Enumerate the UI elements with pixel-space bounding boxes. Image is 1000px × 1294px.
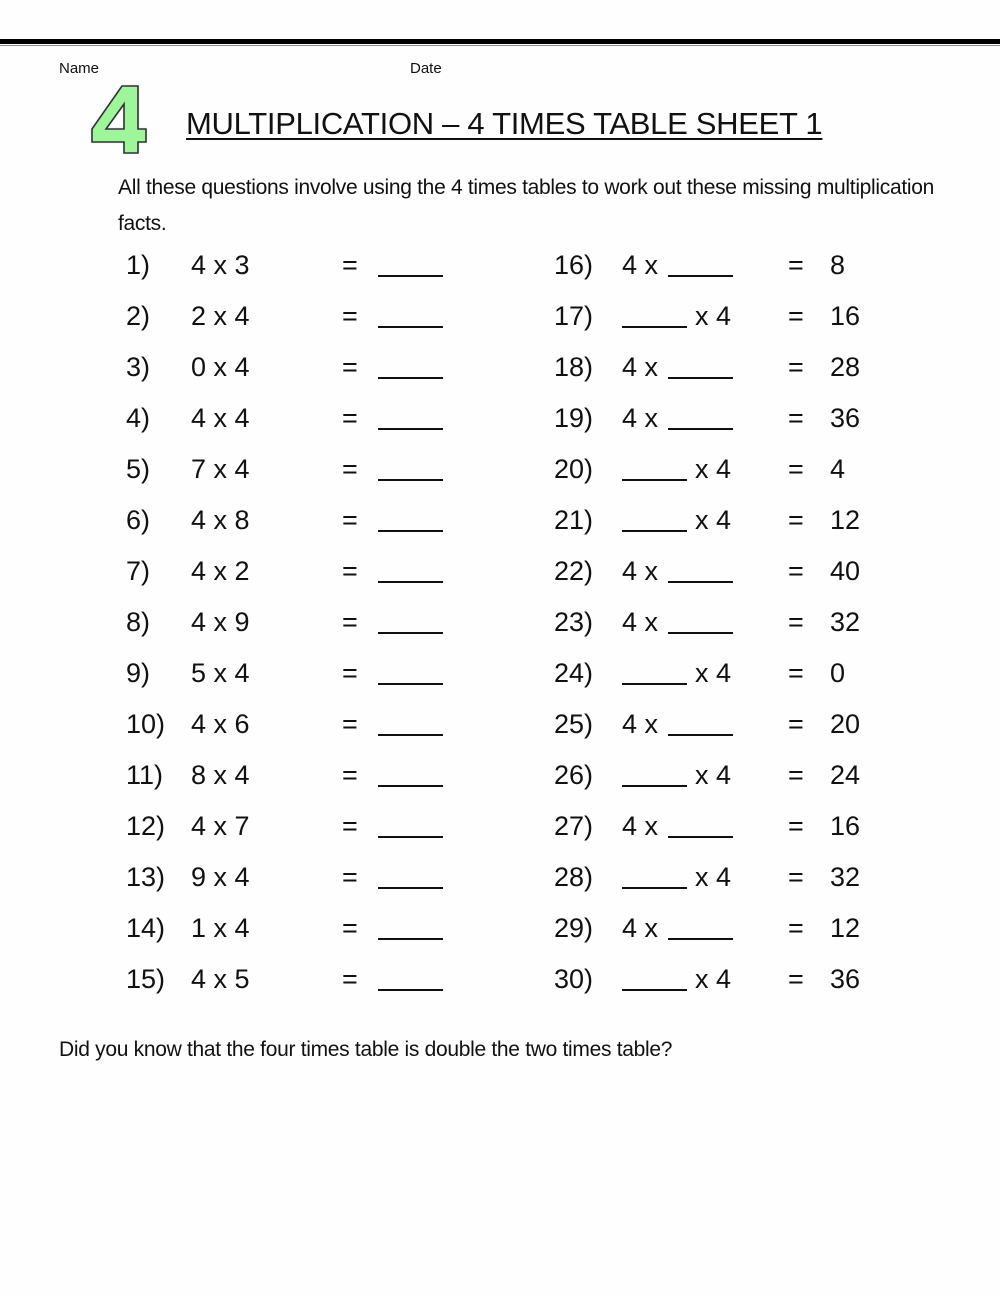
question-expression: 7 x 4: [191, 454, 250, 484]
answer-blank[interactable]: [378, 245, 443, 288]
equals-sign: =: [788, 505, 804, 535]
answer-blank[interactable]: [378, 857, 443, 900]
answer-blank[interactable]: [378, 500, 443, 543]
equals-sign: =: [342, 607, 358, 637]
equals-sign: =: [788, 658, 804, 688]
answer-blank[interactable]: [378, 755, 443, 798]
question-number: 6): [126, 505, 151, 535]
question-expression: 4 x 8: [191, 505, 250, 535]
question-factor: 4 x: [622, 250, 659, 280]
equals-sign: =: [342, 505, 358, 535]
product-value: 0: [830, 658, 846, 688]
answer-blank[interactable]: [378, 653, 443, 696]
answer-blank[interactable]: [378, 296, 443, 339]
equals-sign: =: [342, 862, 358, 892]
product-value: 12: [830, 505, 861, 535]
question-factor: x 4: [695, 301, 732, 331]
equals-sign: =: [342, 760, 358, 790]
product-value: 16: [830, 811, 861, 841]
factor-blank[interactable]: [668, 245, 733, 288]
number-four-badge-icon: [88, 82, 150, 156]
question-expression: 0 x 4: [191, 352, 250, 382]
question-expression: 1 x 4: [191, 913, 250, 943]
question-factor: x 4: [695, 760, 732, 790]
question-number: 23): [554, 607, 594, 637]
question-number: 8): [126, 607, 151, 637]
question-factor: x 4: [695, 964, 732, 994]
question-number: 21): [554, 505, 594, 535]
equals-sign: =: [788, 709, 804, 739]
factor-blank[interactable]: [668, 908, 733, 951]
product-value: 32: [830, 607, 861, 637]
question-number: 12): [126, 811, 166, 841]
question-number: 10): [126, 709, 166, 739]
question-factor: x 4: [695, 505, 732, 535]
question-factor: x 4: [695, 454, 732, 484]
question-factor: 4 x: [622, 352, 659, 382]
answer-blank[interactable]: [378, 908, 443, 951]
question-number: 3): [126, 352, 151, 382]
equals-sign: =: [342, 454, 358, 484]
instructions: All these questions involve using the 4 times tables to work out these missing multiplication facts.: [118, 176, 935, 235]
factor-blank[interactable]: [622, 755, 687, 798]
equals-sign: =: [342, 964, 358, 994]
factor-blank[interactable]: [668, 551, 733, 594]
answer-blank[interactable]: [378, 551, 443, 594]
equals-sign: =: [342, 403, 358, 433]
equals-sign: =: [788, 760, 804, 790]
factor-blank[interactable]: [622, 653, 687, 696]
product-value: 36: [830, 964, 861, 994]
factor-blank[interactable]: [668, 602, 733, 645]
question-number: 19): [554, 403, 594, 433]
question-number: 22): [554, 556, 594, 586]
question-expression: 8 x 4: [191, 760, 250, 790]
question-number: 25): [554, 709, 594, 739]
question-factor: x 4: [695, 658, 732, 688]
equals-sign: =: [342, 301, 358, 331]
question-number: 5): [126, 454, 151, 484]
question-expression: 4 x 2: [191, 556, 250, 586]
question-factor: 4 x: [622, 607, 659, 637]
product-value: 20: [830, 709, 861, 739]
equals-sign: =: [342, 709, 358, 739]
equals-sign: =: [788, 862, 804, 892]
question-expression: 4 x 6: [191, 709, 250, 739]
product-value: 12: [830, 913, 861, 943]
question-number: 9): [126, 658, 151, 688]
answer-blank[interactable]: [378, 449, 443, 492]
question-expression: 4 x 5: [191, 964, 250, 994]
fun-fact: Did you know that the four times table is double the two times table?: [59, 1038, 673, 1061]
answer-blank[interactable]: [378, 602, 443, 645]
factor-blank[interactable]: [668, 398, 733, 441]
question-number: 15): [126, 964, 166, 994]
answer-blank[interactable]: [378, 398, 443, 441]
question-factor: 4 x: [622, 403, 659, 433]
answer-blank[interactable]: [378, 704, 443, 747]
question-number: 16): [554, 250, 594, 280]
question-number: 2): [126, 301, 151, 331]
answer-blank[interactable]: [378, 959, 443, 1002]
product-value: 4: [830, 454, 846, 484]
factor-blank[interactable]: [622, 857, 687, 900]
question-factor: 4 x: [622, 811, 659, 841]
question-factor: x 4: [695, 862, 732, 892]
question-number: 17): [554, 301, 594, 331]
date-label: Date: [410, 60, 442, 77]
question-expression: 4 x 9: [191, 607, 250, 637]
question-number: 27): [554, 811, 594, 841]
question-number: 30): [554, 964, 594, 994]
question-number: 24): [554, 658, 594, 688]
question-number: 1): [126, 250, 151, 280]
question-number: 29): [554, 913, 594, 943]
question-expression: 2 x 4: [191, 301, 250, 331]
question-number: 4): [126, 403, 151, 433]
question-number: 26): [554, 760, 594, 790]
equals-sign: =: [342, 250, 358, 280]
answer-blank[interactable]: [378, 806, 443, 849]
equals-sign: =: [788, 454, 804, 484]
question-factor: 4 x: [622, 709, 659, 739]
factor-blank[interactable]: [622, 500, 687, 543]
equals-sign: =: [342, 658, 358, 688]
question-number: 14): [126, 913, 166, 943]
top-border-thick: [0, 39, 1000, 44]
question-factor: 4 x: [622, 556, 659, 586]
product-value: 28: [830, 352, 861, 382]
question-expression: 5 x 4: [191, 658, 250, 688]
question-expression: 4 x 7: [191, 811, 250, 841]
question-number: 20): [554, 454, 594, 484]
factor-blank[interactable]: [668, 704, 733, 747]
question-expression: 9 x 4: [191, 862, 250, 892]
question-number: 18): [554, 352, 594, 382]
question-expression: 4 x 4: [191, 403, 250, 433]
question-factor: 4 x: [622, 913, 659, 943]
question-number: 13): [126, 862, 166, 892]
equals-sign: =: [342, 352, 358, 382]
factor-blank[interactable]: [622, 296, 687, 339]
product-value: 8: [830, 250, 846, 280]
question-number: 11): [126, 760, 164, 790]
page-title: MULTIPLICATION – 4 TIMES TABLE SHEET 1: [186, 106, 823, 141]
equals-sign: =: [342, 556, 358, 586]
question-expression: 4 x 3: [191, 250, 250, 280]
product-value: 16: [830, 301, 861, 331]
product-value: 32: [830, 862, 861, 892]
factor-blank[interactable]: [668, 806, 733, 849]
answer-blank[interactable]: [378, 347, 443, 390]
equals-sign: =: [342, 811, 358, 841]
question-number: 7): [126, 556, 151, 586]
equals-sign: =: [788, 811, 804, 841]
factor-blank[interactable]: [622, 449, 687, 492]
equals-sign: =: [788, 403, 804, 433]
top-border-thin: [0, 45, 1000, 46]
equals-sign: =: [788, 913, 804, 943]
equals-sign: =: [788, 301, 804, 331]
equals-sign: =: [788, 352, 804, 382]
factor-blank[interactable]: [622, 959, 687, 1002]
equals-sign: =: [788, 607, 804, 637]
equals-sign: =: [342, 913, 358, 943]
question-number: 28): [554, 862, 594, 892]
product-value: 36: [830, 403, 861, 433]
equals-sign: =: [788, 964, 804, 994]
product-value: 24: [830, 760, 861, 790]
product-value: 40: [830, 556, 861, 586]
factor-blank[interactable]: [668, 347, 733, 390]
equals-sign: =: [788, 250, 804, 280]
name-label: Name: [59, 60, 100, 77]
equals-sign: =: [788, 556, 804, 586]
